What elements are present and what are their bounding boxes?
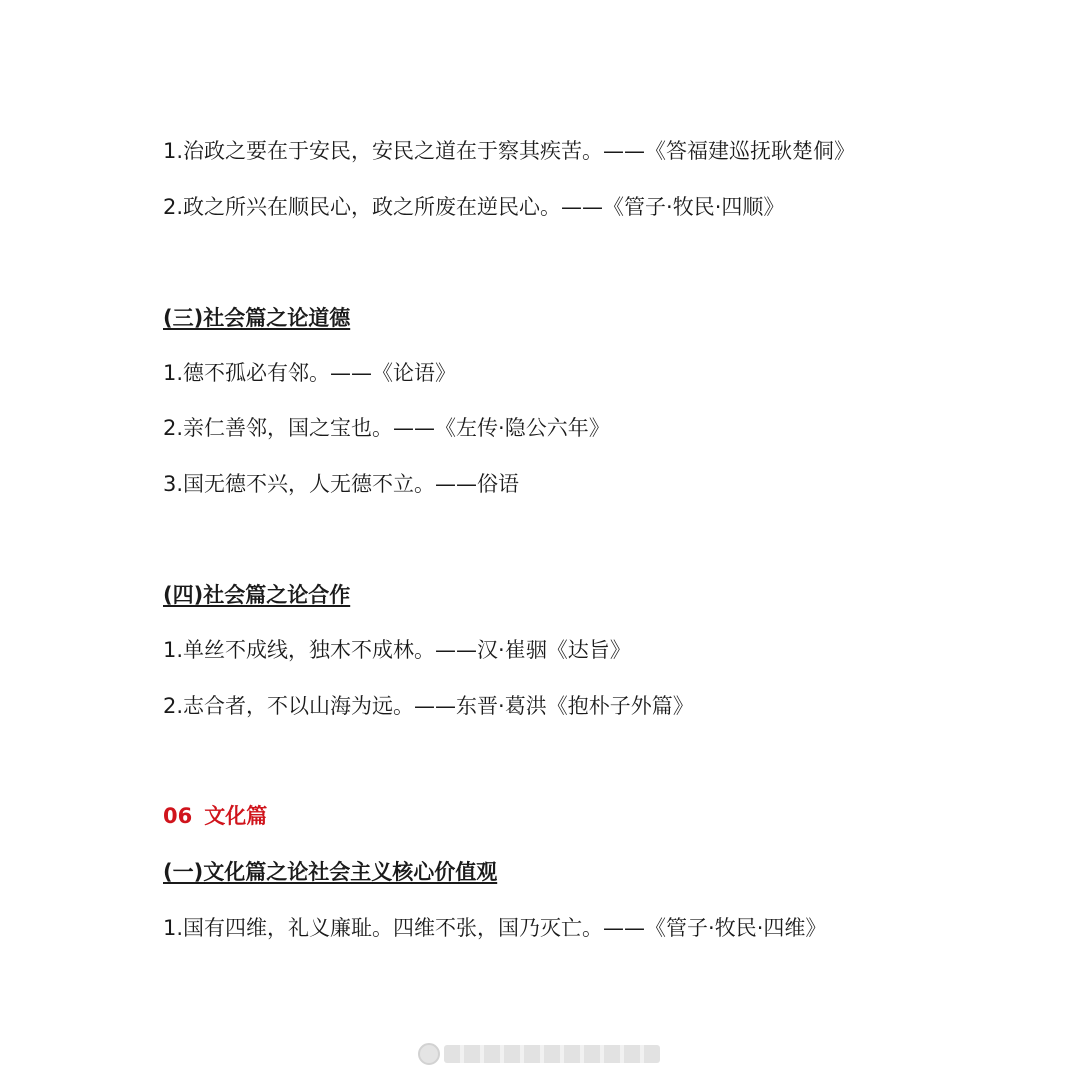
watermark-text-blur (444, 1045, 660, 1063)
quote-line: 2.亲仁善邻，国之宝也。——《左传·隐公六年》 (163, 416, 610, 440)
quote-line: 3.国无德不兴，人无德不立。——俗语 (163, 472, 520, 496)
quote-line: 2.政之所兴在顺民心，政之所废在逆民心。——《管子·牧民·四顺》 (163, 195, 785, 219)
watermark-logo-icon (418, 1043, 440, 1065)
quote-line: 2.志合者，不以山海为远。——东晋·葛洪《抱朴子外篇》 (163, 694, 694, 718)
section-heading: (三)社会篇之论道德 (163, 306, 351, 330)
chapter-title: 文化篇 (204, 804, 268, 828)
quote-line: 1.治政之要在于安民，安民之道在于察其疾苦。——《答福建巡抚耿楚侗》 (163, 139, 856, 163)
quote-line: 1.德不孤必有邻。——《论语》 (163, 361, 457, 385)
chapter-number: 06 (163, 804, 193, 828)
quote-line: 1.国有四维，礼义廉耻。四维不张，国乃灭亡。——《管子·牧民·四维》 (163, 916, 827, 940)
chapter-heading (163, 801, 267, 831)
quote-line: 1.单丝不成线，独木不成林。——汉·崔骃《达旨》 (163, 638, 631, 662)
section-heading: (四)社会篇之论合作 (163, 583, 351, 607)
section-heading: (一)文化篇之论社会主义核心价值观 (163, 860, 498, 884)
watermark (418, 1041, 660, 1067)
